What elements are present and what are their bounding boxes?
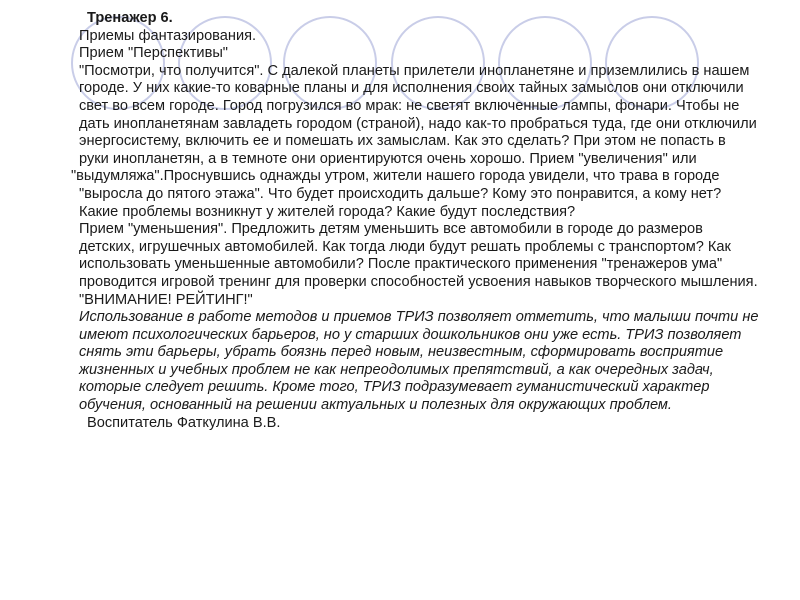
trainer-title: Тренажер 6.: [87, 10, 173, 26]
technique-name: Прием "Перспективы": [79, 45, 228, 62]
paragraph-perspectives: "Посмотри, что получится". С далекой планеты прилетели инопланетяне и приземлились в нашем городе. У них какие-то коварные планы и для исполнения своих тайных замыслов они отключили свет во всем городе. Город погрузился во мрак: не светят включенные лампы, фонари. Чтобы не дать инопланетянам завладеть городом (страной), надо как-то пробраться туда, где они отключили энергосистему, включить ее и помешать их замыслам. Как это сделать? При этом не попасть в руки инопланетян, а в темноте они ориентируются очень хорошо. Прием "увеличения" или: [79, 62, 757, 167]
trainer-subtitle: Приемы фантазирования.: [79, 27, 257, 44]
author-signature: Воспитатель Фаткулина В.В.: [87, 414, 281, 431]
paragraph-enlargement: [0, 168, 759, 221]
paragraph-enlargement-text: "выдумляжа".Проснувшись однажды утром, жители нашего города увидели, что трава в городе "выросла до пятого этажа". Что будет происходить дальше? Кому это понравится, а кому нет? Какие проблемы возникнут у жителей города? Какие будут последствия?: [71, 168, 722, 220]
slide-text: [0, 10, 800, 432]
paragraph-reduction: Прием "уменьшения". Предложить детям уменьшить все автомобили в городе до размеров детских, игрушечных автомобилей. Как тогда люди будут решать проблемы с транспортом? Как использовать уменьшенные автомобили? После практического применения "тренажеров ума" проводится игровой тренинг для проверки способностей усвоения навыков творческого мышления. "ВНИМАНИЕ! РЕЙТИНГ!": [79, 221, 758, 308]
conclusion-text: Использование в работе методов и приемов ТРИЗ позволяет отметить, что малыши почти не имеют психологических барьеров, но у старших дошкольников они уже есть. ТРИЗ позволяет снять эти барьеры, убрать боязнь перед новым, неизвестным, сформировать восприятие жизненных и учебных проблем не как непреодолимых препятствий, а как очередных задач, которые следует решить. Кроме того, ТРИЗ подразумевает гуманистический характер обучения, основанный на решении актуальных и полезных для окружающих проблем.: [79, 309, 759, 414]
